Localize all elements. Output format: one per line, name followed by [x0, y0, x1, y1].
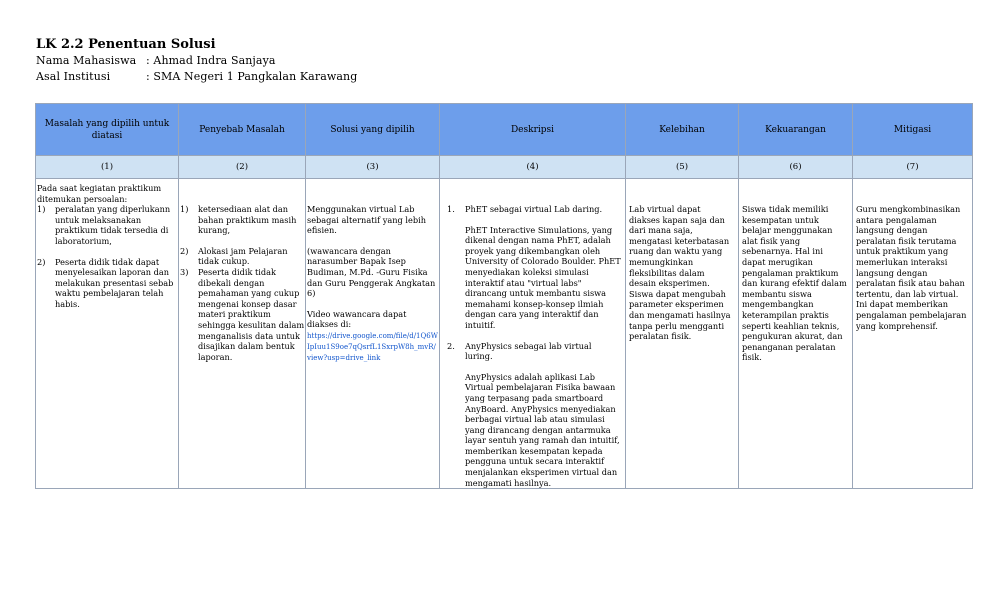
cell-penyebab — [179, 179, 306, 489]
header-solusi: Solusi yang dipilih — [306, 104, 440, 156]
solusi-text: Menggunakan virtual Lab sebagai alternatif yang lebih efisien. — [307, 204, 426, 236]
cell-masalah — [36, 179, 179, 489]
list-item: 2) Alokasi jam Pelajaran tidak cukup. — [180, 245, 288, 267]
mitigasi-text: Guru mengkombinasikan antara pengalaman langsung dengan peralatan fisik terutama untuk praktikum yang memerlukan interaksi langsung dengan peralatan fisik atau bahan tertentu, dan lab virtual. Ini dapat memberikan pengalaman pembelajaran yang komprehensif. — [856, 204, 967, 331]
column-number: (3) — [306, 156, 440, 179]
institution-label: Asal Institusi — [36, 70, 111, 83]
deskripsi-item-title: PhET sebagai virtual Lab daring. — [465, 204, 603, 214]
cell-solusi — [306, 179, 440, 489]
kekurangan-text: Siswa tidak memiliki kesempatan untuk belajar menggunakan alat fisik yang sebenarnya. Hal ini dapat merugikan pengalaman praktikum dan kurang efektif dalam membantu siswa mengembangkan keterampilan praktis seperti keahlian teknis, pengukuran akurat, dan penanganan peralatan fisik. — [742, 204, 847, 363]
video-link[interactable]: https://drive.google.com/file/d/1Q6WIpIuu1S9oe7qQsrfL1SxrpW8h_mvR/view?usp=drive_link — [307, 331, 438, 362]
list-item: 1. PhET sebagai virtual Lab daring. PhET Interactive Simulations, yang dikenal dengan nama PhET, adalah proyek yang dikembangkan oleh University of Colorado Boulder. PhET menyediakan koleksi simulasi interaktif atau "virtual labs" dirancang untuk membantu siswa memahami konsep-konsep ilmiah dengan cara yang interaktif dan intuitif. — [447, 204, 621, 330]
document-header — [36, 36, 736, 85]
solusi-source: (wawancara dengan narasumber Bapak Isep Budiman, M.Pd. -Guru Fisika dan Guru Penggerak Angkatan 6) — [307, 245, 436, 299]
content-row — [36, 179, 973, 489]
deskripsi-item-title: AnyPhysics sebagai lab virtual luring. — [465, 340, 592, 362]
masalah-intro: Pada saat kegiatan praktikum ditemukan persoalan: — [37, 183, 162, 204]
list-item: 2. AnyPhysics sebagai lab virtual luring. AnyPhysics adalah aplikasi Lab Virtual pembelajaran Fisika bawaan yang terpasang pada smartboard AnyBoard. AnyPhysics menyediakan berbagai virtual lab atau simulasi yang dirancang dengan antarmuka layar sentuh yang ramah dan intuitif, memberikan kesempatan kepada pengguna untuk secara interaktif menjalankan eksperimen virtual dan mengamati hasilnya. — [447, 340, 620, 488]
column-number: (6) — [739, 156, 853, 179]
column-number: (5) — [626, 156, 739, 179]
cell-kelebihan — [626, 179, 739, 489]
student-name-value: : Ahmad Indra Sanjaya — [146, 54, 276, 67]
header-kekurangan: Kekuarangan — [739, 104, 853, 156]
list-item: 3) Peserta didik tidak dibekali dengan pemahaman yang cukup mengenai konsep dasar materi praktikum sehingga kesulitan dalam menganalisis data untuk disajikan dalam bentuk laporan. — [180, 266, 305, 362]
cell-kekurangan — [739, 179, 853, 489]
header-deskripsi: Deskripsi — [440, 104, 626, 156]
student-name-line — [36, 53, 736, 69]
header-row — [36, 104, 973, 156]
document-title: LK 2.2 Penentuan Solusi — [36, 37, 216, 52]
column-number: (4) — [440, 156, 626, 179]
number-row — [36, 156, 973, 179]
solution-table — [35, 103, 973, 489]
list-item: 2) Peserta didik tidak dapat menyelesaikan laporan dan melakukan presentasi sebab waktu pembelajaran telah habis. — [37, 256, 174, 309]
column-number: (1) — [36, 156, 179, 179]
institution-value: : SMA Negeri 1 Pangkalan Karawang — [146, 70, 358, 83]
student-name-label: Nama Mahasiswa — [36, 54, 137, 67]
institution-line — [36, 69, 736, 85]
header-mitigasi: Mitigasi — [853, 104, 973, 156]
column-number: (2) — [179, 156, 306, 179]
list-item: 1) ketersediaan alat dan bahan praktikum masih kurang, — [180, 204, 297, 236]
header-penyebab: Penyebab Masalah — [179, 104, 306, 156]
kelebihan-text: Lab virtual dapat diakses kapan saja dan dari mana saja, mengatasi keterbatasan ruang dan waktu yang memungkinkan fleksibilitas dalam desain eksperimen. Siswa dapat mengubah parameter eksperimen dan mengamati hasilnya tanpa perlu mengganti peralatan fisik. — [629, 204, 731, 342]
header-masalah: Masalah yang dipilih untuk diatasi — [36, 104, 179, 156]
list-item: 1) peralatan yang diperlukann untuk melaksanakan praktikum tidak tersedia di laboratorium, — [37, 204, 171, 246]
deskripsi-item-body: AnyPhysics adalah aplikasi Lab Virtual pembelajaran Fisika bawaan yang terpasang pada smartboard AnyBoard. AnyPhysics menyediakan berbagai virtual lab atau simulasi yang dirancang dengan antarmuka layar sentuh yang ramah dan intuitif, memberikan kesempatan kepada pengguna untuk secara interaktif menjalankan eksperimen virtual dan mengamati hasilnya. — [465, 371, 620, 488]
deskripsi-item-body: PhET Interactive Simulations, yang dikenal dengan nama PhET, adalah proyek yang dikembangkan oleh University of Colorado Boulder. PhET menyediakan koleksi simulasi interaktif atau "virtual labs" dirancang untuk membantu siswa memahami konsep-konsep ilmiah dengan cara yang interaktif dan intuitif. — [465, 224, 621, 330]
cell-mitigasi — [853, 179, 973, 489]
header-kelebihan: Kelebihan — [626, 104, 739, 156]
column-number: (7) — [853, 156, 973, 179]
cell-deskripsi — [440, 179, 626, 489]
solusi-video-note: Video wawancara dapat diakses di: — [307, 308, 407, 330]
